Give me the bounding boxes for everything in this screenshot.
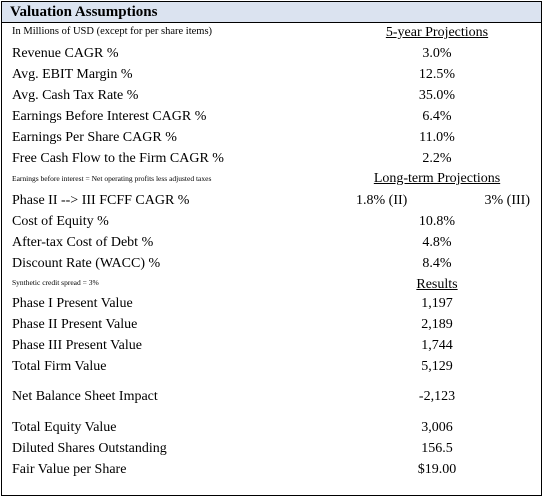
row-label: Fair Value per Share bbox=[12, 462, 127, 477]
row-value: -2,123 bbox=[418, 389, 456, 404]
row-value: 12.5% bbox=[418, 67, 456, 82]
phase-ii-value: 1.8% (II) bbox=[356, 193, 408, 208]
phase-iii-value: 3% (III) bbox=[484, 193, 530, 208]
section-longterm: Long-term Projections bbox=[373, 171, 501, 186]
table-title: Valuation Assumptions bbox=[10, 4, 158, 20]
row-label: Avg. EBIT Margin % bbox=[12, 67, 133, 82]
row-value: 3.0% bbox=[422, 46, 452, 61]
row-value: 2,189 bbox=[421, 317, 453, 332]
row-label: Free Cash Flow to the Firm CAGR % bbox=[12, 151, 224, 166]
row-label: Diluted Shares Outstanding bbox=[12, 441, 167, 456]
row-value: 5,129 bbox=[421, 359, 453, 374]
row-value: 156.5 bbox=[421, 441, 453, 456]
row-value: 8.4% bbox=[422, 256, 452, 271]
row-value: 11.0% bbox=[419, 130, 455, 145]
row-label: After-tax Cost of Debt % bbox=[12, 235, 154, 250]
row-value: $19.00 bbox=[417, 462, 457, 477]
valuation-table bbox=[1, 1, 542, 496]
section-projections: 5-year Projections bbox=[385, 25, 489, 40]
row-value: 6.4% bbox=[422, 109, 452, 124]
row-value: 1,744 bbox=[421, 338, 453, 353]
row-label: Phase I Present Value bbox=[12, 296, 133, 311]
units-note: In Millions of USD (except for per share items) bbox=[12, 26, 213, 37]
row-label: Earnings Before Interest CAGR % bbox=[12, 109, 207, 124]
spread-note: Synthetic credit spread = 3% bbox=[12, 278, 99, 287]
row-label: Revenue CAGR % bbox=[12, 46, 119, 61]
row-label: Phase II Present Value bbox=[12, 317, 138, 332]
row-label: Avg. Cash Tax Rate % bbox=[12, 88, 139, 103]
header-bar bbox=[2, 2, 541, 23]
row-label: Earnings Per Share CAGR % bbox=[12, 130, 177, 145]
row-label: Total Firm Value bbox=[12, 359, 107, 374]
row-label: Phase III Present Value bbox=[12, 338, 142, 353]
section-results: Results bbox=[416, 277, 458, 292]
ebi-note: Earnings before interest = Net operating profits less adjusted taxes bbox=[12, 174, 212, 183]
row-label: Discount Rate (WACC) % bbox=[12, 256, 161, 271]
row-value: 35.0% bbox=[418, 88, 456, 103]
row-label: Net Balance Sheet Impact bbox=[12, 389, 158, 404]
row-label: Phase II --> III FCFF CAGR % bbox=[12, 193, 190, 208]
row-value: 3,006 bbox=[421, 420, 453, 435]
row-label: Total Equity Value bbox=[12, 420, 117, 435]
row-value: 10.8% bbox=[418, 214, 456, 229]
row-value: 2.2% bbox=[422, 151, 452, 166]
row-value: 4.8% bbox=[422, 235, 452, 250]
row-label: Cost of Equity % bbox=[12, 214, 109, 229]
row-value: 1,197 bbox=[421, 296, 453, 311]
